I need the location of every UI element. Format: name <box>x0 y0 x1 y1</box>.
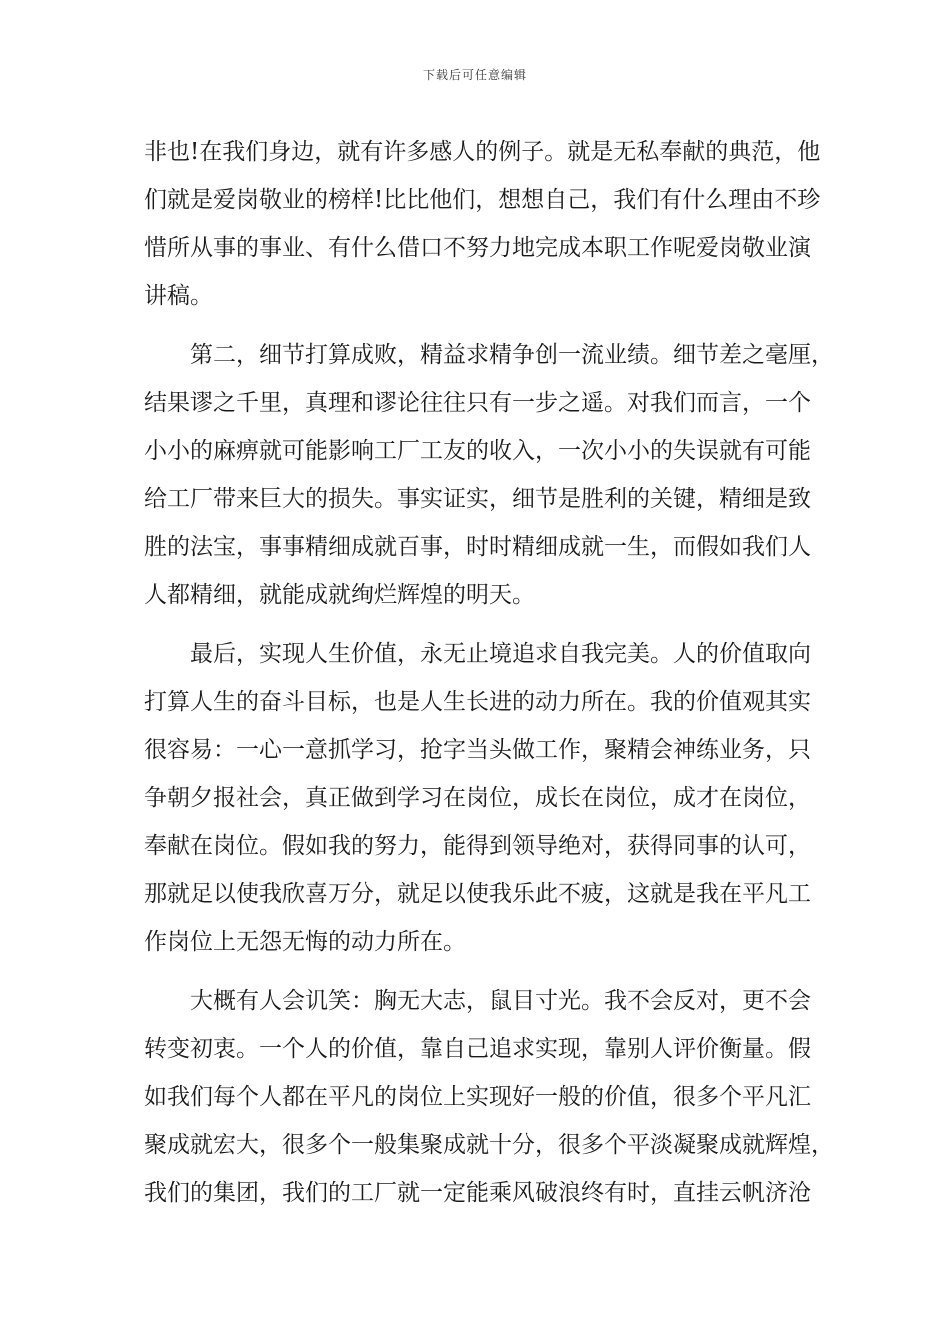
text-line: 奉献在岗位。假如我的努力，能得到领导绝对，获得同事的认可， <box>144 833 811 859</box>
text-line: 大概有人会讥笑：胸无大志，鼠目寸光。我不会反对，更不会 <box>190 988 811 1014</box>
paragraph <box>144 128 821 320</box>
paragraph <box>144 630 811 966</box>
paragraph-gap <box>144 320 808 331</box>
text-line: 人都精细，就能成就绚烂辉煌的明天。 <box>144 582 535 608</box>
text-line: 讲稿。 <box>144 283 213 309</box>
text-line: 最后，实现人生价值，永无止境追求自我完美。人的价值取向 <box>190 641 811 667</box>
text-line: 胜的法宝，事事精细成就百事，时时精细成就一生，而假如我们人 <box>144 534 811 560</box>
text-line: 转变初衷。一个人的价值，靠自己追求实现，靠别人评价衡量。假 <box>144 1036 811 1062</box>
text-line: 聚成就宏大，很多个一般集聚成就十分，很多个平淡凝聚成就辉煌， <box>144 1132 834 1158</box>
text-line: 非也!在我们身边，就有许多感人的例子。就是无私奉献的典范，他 <box>144 139 821 165</box>
text-line: 惜所从事的事业、有什么借口不努力地完成本职工作呢爱岗敬业演 <box>144 235 811 261</box>
text-line: 打算人生的奋斗目标，也是人生长进的动力所在。我的价值观其实 <box>144 689 811 715</box>
text-line: 我们的集团，我们的工厂就一定能乘风破浪终有时，直挂云帆济沧 <box>144 1180 811 1206</box>
paragraph <box>144 977 834 1217</box>
paragraph-gap <box>144 619 808 630</box>
text-line: 争朝夕报社会，真正做到学习在岗位，成长在岗位，成才在岗位， <box>144 785 811 811</box>
text-line: 第二，细节打算成败，精益求精争创一流业绩。细节差之毫厘， <box>190 342 834 368</box>
text-line: 们就是爱岗敬业的榜样!比比他们，想想自己，我们有什么理由不珍 <box>144 187 821 213</box>
text-line: 给工厂带来巨大的损失。事实证实，细节是胜利的关键，精细是致 <box>144 486 811 512</box>
paragraph-gap <box>144 966 808 977</box>
text-line: 结果谬之千里，真理和谬论往往只有一步之遥。对我们而言，一个 <box>144 390 811 416</box>
paragraph <box>144 331 834 619</box>
text-line: 如我们每个人都在平凡的岗位上实现好一般的价值，很多个平凡汇 <box>144 1084 811 1110</box>
text-line: 作岗位上无怨无悔的动力所在。 <box>144 929 466 955</box>
document-body <box>144 128 834 1217</box>
text-line: 那就足以使我欣喜万分，就足以使我乐此不疲，这就是我在平凡工 <box>144 881 811 907</box>
text-line: 很容易：一心一意抓学习，抢字当头做工作，聚精会神练业务，只 <box>144 737 811 763</box>
text-line: 小小的麻痹就可能影响工厂工友的收入，一次小小的失误就有可能 <box>144 438 811 464</box>
page-header: 下载后可任意编辑 <box>422 68 527 82</box>
